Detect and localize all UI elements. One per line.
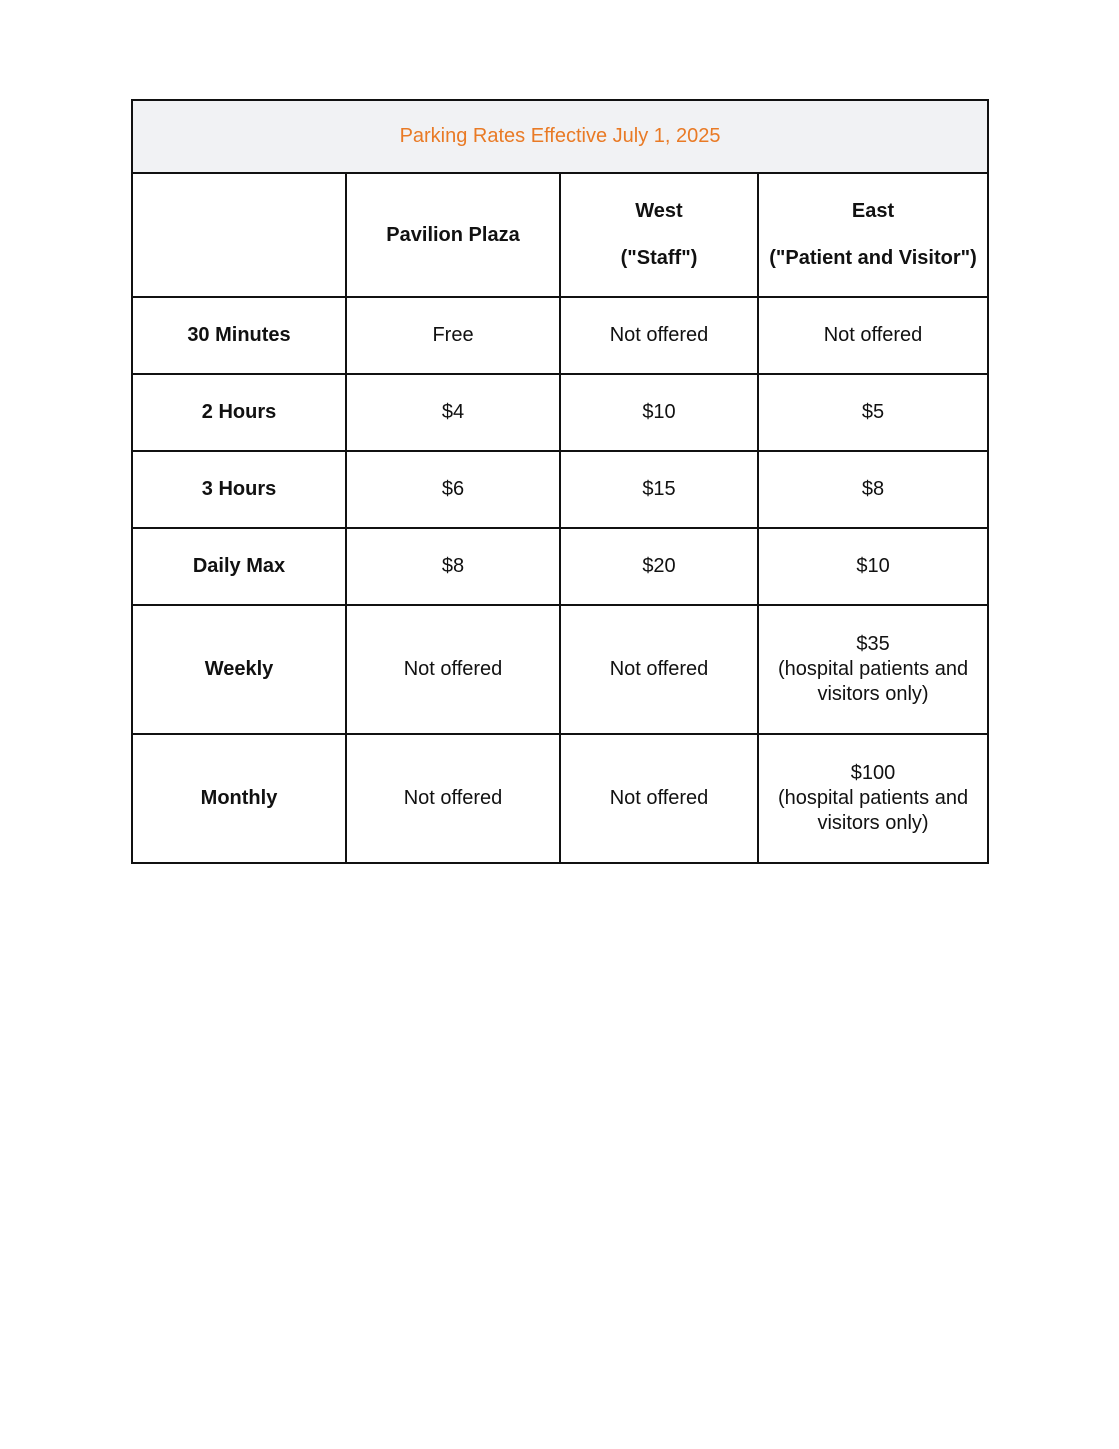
west-rate-cell: Not offered <box>560 605 758 734</box>
west-rate-cell: $10 <box>560 374 758 451</box>
table-row <box>132 451 988 528</box>
east-rate-cell: $5 <box>758 374 988 451</box>
pavilion-rate-cell: Free <box>346 297 560 374</box>
column-header-row <box>132 173 988 297</box>
west-rate-cell: Not offered <box>560 734 758 863</box>
east-rate-cell <box>758 605 988 734</box>
column-header-empty <box>132 173 346 297</box>
pavilion-rate-cell: $8 <box>346 528 560 605</box>
west-rate-cell: $20 <box>560 528 758 605</box>
pavilion-rate-cell: $6 <box>346 451 560 528</box>
pavilion-rate-cell: Not offered <box>346 734 560 863</box>
west-rate-cell: $15 <box>560 451 758 528</box>
east-rate-note: (hospital patients and visitors only) <box>777 658 969 705</box>
east-rate-cell <box>758 734 988 863</box>
east-rate-value: $100 <box>850 762 896 784</box>
column-header-sublabel: ("Staff") <box>620 247 698 269</box>
row-label: Weekly <box>132 605 346 734</box>
table-row <box>132 374 988 451</box>
east-rate-cell: $10 <box>758 528 988 605</box>
pavilion-rate-cell: Not offered <box>346 605 560 734</box>
column-header-east <box>758 173 988 297</box>
table-row <box>132 605 988 734</box>
east-rate-value: $35 <box>856 633 890 655</box>
west-rate-cell: Not offered <box>560 297 758 374</box>
column-header-sublabel: ("Patient and Visitor") <box>769 247 977 269</box>
table-title: Parking Rates Effective July 1, 2025 <box>132 100 988 173</box>
table-row <box>132 734 988 863</box>
column-header-label: Pavilion Plaza <box>386 223 520 246</box>
parking-rates-table <box>131 99 989 864</box>
column-header-label: West <box>635 200 683 222</box>
east-rate-note: (hospital patients and visitors only) <box>777 787 969 834</box>
east-rate-cell: Not offered <box>758 297 988 374</box>
table-row <box>132 297 988 374</box>
column-header-west <box>560 173 758 297</box>
pavilion-rate-cell: $4 <box>346 374 560 451</box>
row-label: 3 Hours <box>132 451 346 528</box>
east-rate-cell: $8 <box>758 451 988 528</box>
row-label: Monthly <box>132 734 346 863</box>
table-row <box>132 528 988 605</box>
column-header-label: East <box>851 200 895 222</box>
column-header-pavilion-plaza <box>346 173 560 297</box>
row-label: Daily Max <box>132 528 346 605</box>
row-label: 30 Minutes <box>132 297 346 374</box>
row-label: 2 Hours <box>132 374 346 451</box>
